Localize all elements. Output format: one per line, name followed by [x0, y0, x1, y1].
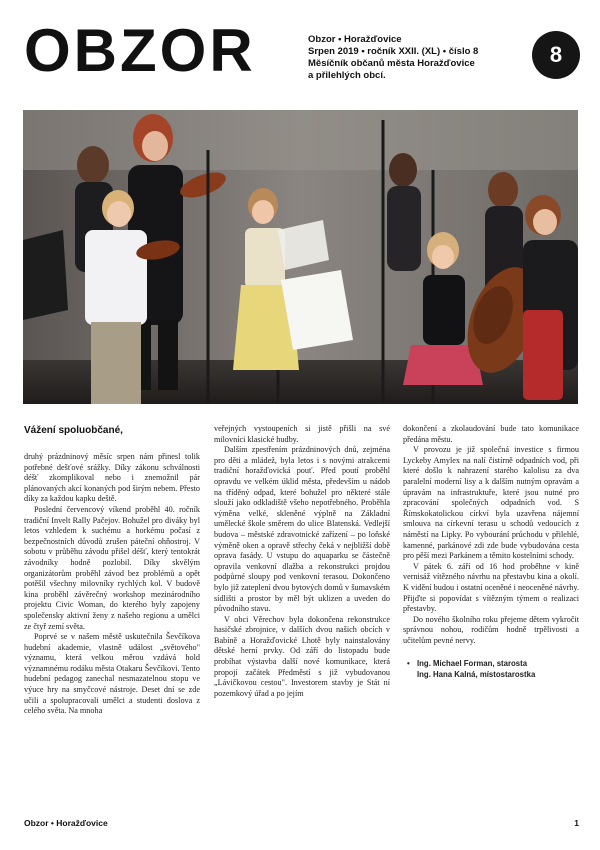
article-column-2 [214, 424, 390, 699]
paragraph: Dalším zpestřením prázdninových dnů, zejména pro děti a mládež, byla letos i s novými atrakcemi tradiční horažďovická pouť. Před poutí proběhl opravdu ve velkém úklid města, především u nádob na tříděný odpad, které bohužel pro některé stále slouží jako odkladiště všeho nepotřebného. Proběhla výměna velké, skleněné výplně na Základní umělecké škole směrem do ulice Blatenská. Vedlejší budova – městské zdravotnické zařízení – po loňské výměně oken a opravě střechy čeká v nejbližší době oprava fasády. U vstupu do aquaparku se částečně opravila venkovní dlažba a rekonstrukci projdou podpůrné sloupy pod venkovní terasou. Dokončeno bylo již zateplení dvou bytových domů v šumavském sídlišti a prostor by měl být uklizen a uveden do původního stavu. [214, 445, 390, 614]
signature-mayor: • Ing. Michael Forman, starosta [403, 658, 579, 669]
paragraph: V obci Věrechov byla dokončena rekonstrukce hasičské zbrojnice, v dalších dvou našich obcích v Babíně a Horažďovické Lhotě byly nainstalovány dětské herní prvky. Od září do listopadu bude probíhat výstavba další nové komunikace, která propojí začátek Předměstí s již vybudovanou „Lávičkovou cestou". Investorem stavby je Stát ní pozemkový úřad a po jejím [214, 614, 390, 698]
paragraph: veřejných vystoupeních si jistě přišli na své milovníci klasické hudby. [214, 424, 390, 444]
article-column-3 [403, 424, 579, 680]
page-number: 1 [574, 818, 579, 828]
meta-publication: Obzor • Horažďovice [308, 34, 402, 45]
paragraph: V pátek 6. září od 16 hod proběhne v kině vernisáž vítězného návrhu na přestavbu kina a okolí. K vidění budou i ostatní oceněné i neoceněné návrhy. Přijďte si popovídat s vítězným týmem o realizaci přestavby. [403, 561, 579, 614]
meta-description: Měsíčník občanů města Horažďovice [308, 58, 475, 69]
masthead [24, 18, 580, 98]
meta-issue-info: Srpen 2019 • ročník XXII. (XL) • číslo 8 [308, 46, 479, 57]
issue-meta [308, 34, 528, 82]
signature-deputy-mayor: Ing. Hana Kalná, místostarostka [417, 670, 536, 680]
article-column-1 [24, 424, 200, 717]
paragraph: druhý prázdninový měsíc srpen nám přinesl tolik potřebné dešťové srážky. Díky zákonu schválnosti déšť zkomplikoval nebo i znemožnil pár plánovaných akcí konaných pod širým nebem. Přesto díky za každou kapku deště. [24, 452, 200, 504]
newspaper-logo: OBZOR [24, 17, 256, 84]
footer-publication: Obzor • Horažďovice [24, 818, 108, 828]
paragraph: V provozu je již společná investice s firmou Lyckeby Amylex na nalí čistírně odpadních vod, při které došlo k nahrazení starého kalolisu za dva paralelní moderní lisy a k dalším nutným opravám a úpravám na infrastruktuře, které jsou nutné pro zpracování společných odpadních vod. S Římskokatolickou církví byla uzavřena nájemní smlouva na církevní terasu u schodů vedoucích z náměstí na Lipky. Po vybourání průchodu v přilehlé, kamenné, parkánové zdi zde bude vybudována cesta pro pěší mezi Parkánem a těmito kostelními schody. [403, 445, 579, 561]
paragraph: Poslední červencový víkend proběhl 40. ročník tradiční Invelt Rally Pačejov. Bohužel pro diváky byl letos vzhledem k suchému a horkému počasí z bezpečnostních důvodů zrušen páteční ohňostroj. V sobotu v průběhu závodu přišel déšť, který tentokrát závodníky hodně pozlobil. Díky skvělým organizátorům proběhl závod bez problémů a opět potěšil všechny milovníky rychlých kol. V budově kina proběhl závěrečný workshop mezinárodního projektu Civic Woman, do kterého byly zapojeny společensky aktivní ženy z našeho regionu a umělci ze čtyř zemí světa. [24, 504, 200, 631]
page-footer [24, 818, 579, 832]
issue-number-badge: 8 [532, 31, 580, 79]
paragraph: Do nového školního roku přejeme dětem vykročit správnou nohou, rodičům hodně trpělivosti a učitelům pevné nervy. [403, 614, 579, 645]
paragraph: Poprvé se v našem městě uskutečnila Ševčíkova hudební akademie, vlastně událost „světového" významu, která velkou měrou vzdává hold významnému rodáku města Otakaru Ševčíkovi. Tento hudební pedagog zanechal nesmazatelnou stopu ve výuce hry na smyčcové nástroje. Deset dní se zde učili a spolupracovali umělci a studenti doslova z celého světa. Na mnoha [24, 632, 200, 716]
meta-description-cont: a přilehlých obcí. [308, 70, 386, 81]
article-greeting: Vážení spoluobčané, [24, 425, 123, 436]
article-signatures [403, 658, 579, 680]
paragraph: dokončení a zkolaudování bude tato komunikace předána městu. [403, 424, 579, 444]
editorial-article [24, 424, 579, 804]
cover-photo-orchestra [23, 110, 578, 404]
